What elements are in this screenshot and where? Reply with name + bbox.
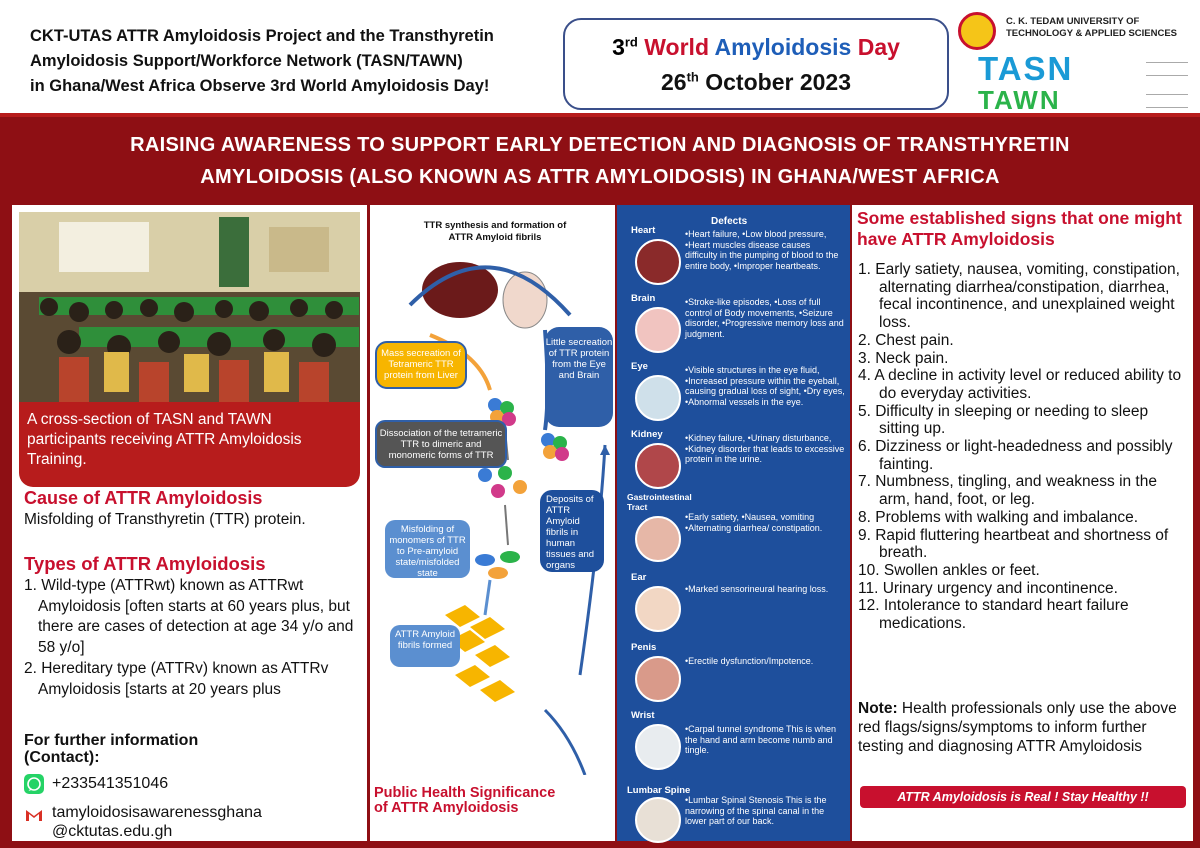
- deposits-box: Deposits of ATTR Amyloid fibrils in human tissues and organs: [540, 490, 604, 572]
- organ-defects: •Visible structures in the eye fluid, •Increased pressure within the eyeball, causing gradual loss of sight, •Dry eyes, •Abnormal vessels in the eye.: [685, 365, 845, 407]
- organ-defects: •Heart failure, •Low blood pressure, •Heart muscles disease causes difficulty in the pumping of blood to the entire body, •Improper heartbeats.: [685, 229, 839, 271]
- spine-icon: [635, 797, 681, 843]
- gmail-icon: [24, 805, 44, 825]
- public-health-line: of ATTR Amyloidosis: [374, 800, 519, 816]
- headline-banner: [0, 117, 1200, 205]
- misfolding-box: Misfolding of monomers of TTR to Pre-amyloid state/misfolded state: [385, 520, 470, 578]
- university-seal-icon: [958, 12, 996, 50]
- organ-defects: •Marked sensorineural hearing loss.: [685, 584, 829, 594]
- note-label: Note:: [858, 700, 898, 717]
- header: [0, 0, 1200, 117]
- kidney-icon: [635, 443, 681, 489]
- contact-title: [24, 732, 198, 766]
- date-day: 26: [660, 69, 687, 95]
- day-word-world: World: [644, 34, 709, 60]
- organ-defects: •Carpal tunnel syndrome This is when the hand and arm become numb and tingle.: [685, 724, 837, 755]
- cause-title: Cause of ATTR Amyloidosis: [24, 488, 263, 508]
- wrist-icon: [635, 724, 681, 770]
- list-item: 3. Neck pain.: [858, 349, 949, 367]
- event-title: [565, 34, 947, 61]
- organ-name: Gastrointestinal Tract: [627, 492, 692, 512]
- right-column: [852, 205, 1193, 841]
- list-item: 12. Intolerance to standard heart failure medications.: [858, 597, 1129, 633]
- list-item: 2. Hereditary type (ATTRv) known as ATTRv Amyloidosis [starts at 20 years plus: [24, 660, 329, 698]
- date-sup: th: [686, 69, 699, 85]
- intro-line: CKT-UTAS ATTR Amyloidosis Project and the Transthyretin: [30, 27, 494, 45]
- organ-name: Heart: [631, 225, 656, 236]
- phone-number[interactable]: +233541351046: [52, 775, 169, 792]
- organ-defects: •Stroke-like episodes, •Loss of full control of Body movements, •Seizure disorder, •Progressive memory loss and judgment.: [685, 297, 844, 339]
- tetramer-2: [541, 433, 569, 461]
- ear-icon: [635, 586, 681, 632]
- organ-name: Ear: [631, 572, 647, 583]
- defects-title: Defects: [711, 216, 748, 227]
- cause-text: Misfolding of Transthyretin (TTR) protein.: [24, 511, 306, 528]
- left-column: [12, 205, 367, 841]
- training-photo: [19, 212, 360, 402]
- list-item: 1. Early satiety, nausea, vomiting, constipation, alternating diarrhea/constipation, diarrhea, fecal incontinence, and unexplained weight loss.: [858, 261, 1180, 332]
- intro-line: Amyloidosis Support/Workforce Network (TASN/TAWN): [30, 52, 463, 70]
- contact-title-line: (Contact):: [24, 749, 100, 766]
- public-health-title: [374, 786, 555, 816]
- organ-defects: •Lumbar Spinal Stenosis This is the narrowing of the spinal canal in the lower part of our back.: [685, 795, 827, 826]
- liver-secretion-box: Mass secreation of Tetrameric TTR protein from Liver: [375, 341, 467, 389]
- slogan-badge: ATTR Amyloidosis is Real ! Stay Healthy !!: [860, 786, 1186, 808]
- list-item: 11. Urinary urgency and incontinence.: [858, 579, 1118, 597]
- list-item: 4. A decline in activity level or reduced ability to do everyday activities.: [858, 367, 1182, 402]
- date-rest: October 2023: [705, 69, 851, 95]
- tasn-logo-tagline: [1146, 62, 1188, 76]
- university-name: [1006, 16, 1196, 40]
- whatsapp-icon: [24, 774, 44, 794]
- organ-defects-column: [617, 205, 850, 841]
- organ-name: Penis: [631, 642, 657, 653]
- phone-row[interactable]: [24, 774, 168, 793]
- organ-defects: •Kidney failure, •Urinary disturbance, •Kidney disorder that leads to excessive protein in the urine.: [685, 433, 845, 464]
- list-item: 9. Rapid fluttering heartbeat and shortness of breath.: [858, 526, 1169, 562]
- dissociation-box: Dissociation of the tetrameric TTR to dimeric and monomeric forms of TTR: [375, 420, 507, 468]
- signs-list: [858, 261, 1190, 633]
- types-title: Types of ATTR Amyloidosis: [24, 553, 266, 574]
- contact-title-line: For further information: [24, 732, 199, 749]
- list-item: 10. Swollen ankles or feet.: [858, 561, 1040, 579]
- email-line[interactable]: @cktutas.edu.gh: [52, 823, 173, 840]
- university-line: TECHNOLOGY & APPLIED SCIENCES: [1006, 28, 1178, 39]
- types-list: [24, 576, 369, 701]
- list-item: 5. Difficulty in sleeping or needing to sleep sitting up.: [858, 402, 1149, 438]
- eye-brain-secretion-box: Little secreation of TTR protein from the Eye and Brain: [545, 327, 613, 427]
- list-item: 2. Chest pain.: [858, 331, 954, 349]
- public-health-line: Public Health Significance: [374, 785, 556, 801]
- brain-shape: [503, 272, 547, 328]
- eye-icon: [635, 375, 681, 421]
- monomers: [478, 466, 527, 498]
- day-sup: rd: [624, 34, 638, 50]
- list-item: 7. Numbness, tingling, and weakness in the arm, hand, foot, or leg.: [858, 473, 1157, 509]
- organ-defects: •Early satiety, •Nausea, vomiting •Alternating diarrhea/ constipation.: [685, 512, 823, 533]
- fibrils-formed-box: ATTR Amyloid fibrils formed: [390, 625, 460, 667]
- event-date: [565, 69, 947, 96]
- intro-line: in Ghana/West Africa Observe 3rd World Amyloidosis Day!: [30, 77, 490, 95]
- day-ordinal: 3: [612, 34, 625, 60]
- list-item: 6. Dizziness or light-headedness and possibly fainting.: [858, 438, 1173, 473]
- email-row[interactable]: [24, 803, 262, 841]
- university-line: C. K. TEDAM UNIVERSITY OF: [1006, 16, 1140, 27]
- anatomy-icon: [635, 656, 681, 702]
- tasn-logo: TASN: [978, 50, 1074, 87]
- tawn-logo-tagline: [1146, 94, 1188, 108]
- photo-caption: A cross-section of TASN and TAWN participants receiving ATTR Amyloidosis Training.: [19, 402, 360, 487]
- ttr-diagram-column: [370, 205, 615, 841]
- event-box: [563, 18, 949, 110]
- list-item: 1. Wild-type (ATTRwt) known as ATTRwt Amyloidosis [often starts at 60 years plus, but there are cases of detection at age 34 y/o and 58 y/o]: [24, 577, 354, 656]
- organ-name: Kidney: [631, 429, 663, 440]
- intro-text: [30, 24, 550, 99]
- gi-tract-icon: [635, 516, 681, 562]
- day-word-day: Day: [857, 34, 900, 60]
- email-line[interactable]: tamyloidosisawarenessghana: [52, 804, 262, 821]
- signs-title: Some established signs that one might have ATTR Amyloidosis: [857, 208, 1182, 249]
- headline-line: RAISING AWARENESS TO SUPPORT EARLY DETECTION AND DIAGNOSIS OF TRANSTHYRETIN: [130, 134, 1070, 156]
- organ-name: Lumbar Spine: [627, 785, 691, 796]
- diagram-title-line: ATTR Amyloid fibrils: [448, 232, 542, 243]
- headline-line: AMYLOIDOSIS (ALSO KNOWN AS ATTR AMYLOIDOSIS) IN GHANA/WEST AFRICA: [200, 166, 1000, 188]
- brain-icon: [635, 307, 681, 353]
- day-word-amyloidosis: Amyloidosis: [714, 34, 852, 60]
- tawn-logo: TAWN: [978, 85, 1061, 115]
- heart-icon: [635, 239, 681, 285]
- organ-defects: •Erectile dysfunction/Impotence.: [685, 656, 814, 666]
- misfolded: [475, 551, 520, 579]
- list-item: 8. Problems with walking and imbalance.: [858, 508, 1138, 526]
- organ-name: Eye: [631, 361, 648, 372]
- organ-name: Wrist: [631, 710, 655, 721]
- logos: [958, 10, 1194, 115]
- diagram-title-line: TTR synthesis and formation of: [423, 220, 567, 231]
- organ-name: Brain: [631, 293, 656, 304]
- note-text: Health professionals only use the above red flags/signs/symptoms to inform further testing and diagnosing ATTR Amyloidosis: [858, 700, 1177, 755]
- note: [858, 699, 1190, 756]
